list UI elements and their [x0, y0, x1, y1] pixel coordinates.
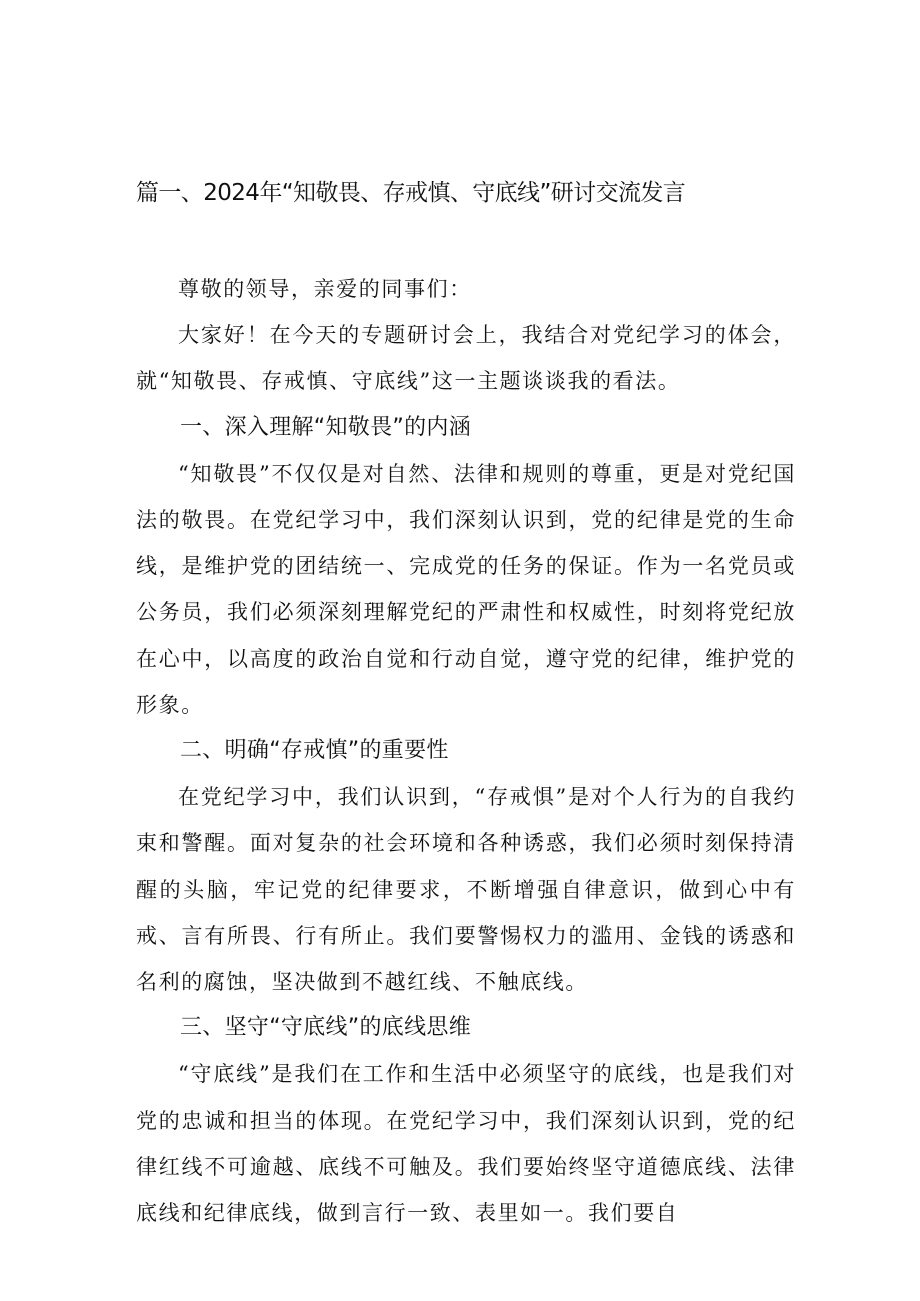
section-paragraph-2: 在党纪学习中，我们认识到，“存戒惧”是对个人行为的自我约束和警醒。面对复杂的社会环境和各种诱惑，我们必须时刻保持清醒的头脑，牢记党的纪律要求，不断增强自律意识，做到心中有戒、言有所畏、行有所止。我们要警惕权力的滥用、金钱的诱惑和名利的腐蚀，坚决做到不越红线、不触底线。 [136, 785, 796, 995]
intro-paragraph: 大家好！在今天的专题研讨会上，我结合对党纪学习的体会，就“知敬畏、存戒慎、守底线”这一主题谈谈我的看法。 [136, 323, 796, 394]
greeting: 尊敬的领导，亲爱的同事们： [178, 277, 472, 301]
section-heading-1: 一、深入理解“知敬畏”的内涵 [180, 414, 471, 440]
section-paragraph-1: “知敬畏”不仅仅是对自然、法律和规则的尊重，更是对党纪国法的敬畏。在党纪学习中，我们深刻认识到，党的纪律是党的生命线，是维护党的团结统一、完成党的任务的保证。作为一名党员或公务员，我们必须深刻理解党纪的严肃性和权威性，时刻将党纪放在心中，以高度的政治自觉和行动自觉，遵守党的纪律，维护党的形象。 [136, 461, 796, 717]
section-heading-3: 三、坚守“守底线”的底线思维 [180, 1015, 471, 1041]
document-body [136, 266, 796, 1236]
section-paragraph-3: “守底线”是我们在工作和生活中必须坚守的底线，也是我们对党的忠诚和担当的体现。在党纪学习中，我们深刻认识到，党的纪律红线不可逾越、底线不可触及。我们要始终坚守道德底线、法律底线和纪律底线，做到言行一致、表里如一。我们要自 [136, 1062, 796, 1226]
section-heading-2: 二、明确“存戒慎”的重要性 [180, 738, 449, 764]
document-title: 篇一、2024年“知敬畏、存戒慎、守底线”研讨交流发言 [136, 180, 686, 206]
